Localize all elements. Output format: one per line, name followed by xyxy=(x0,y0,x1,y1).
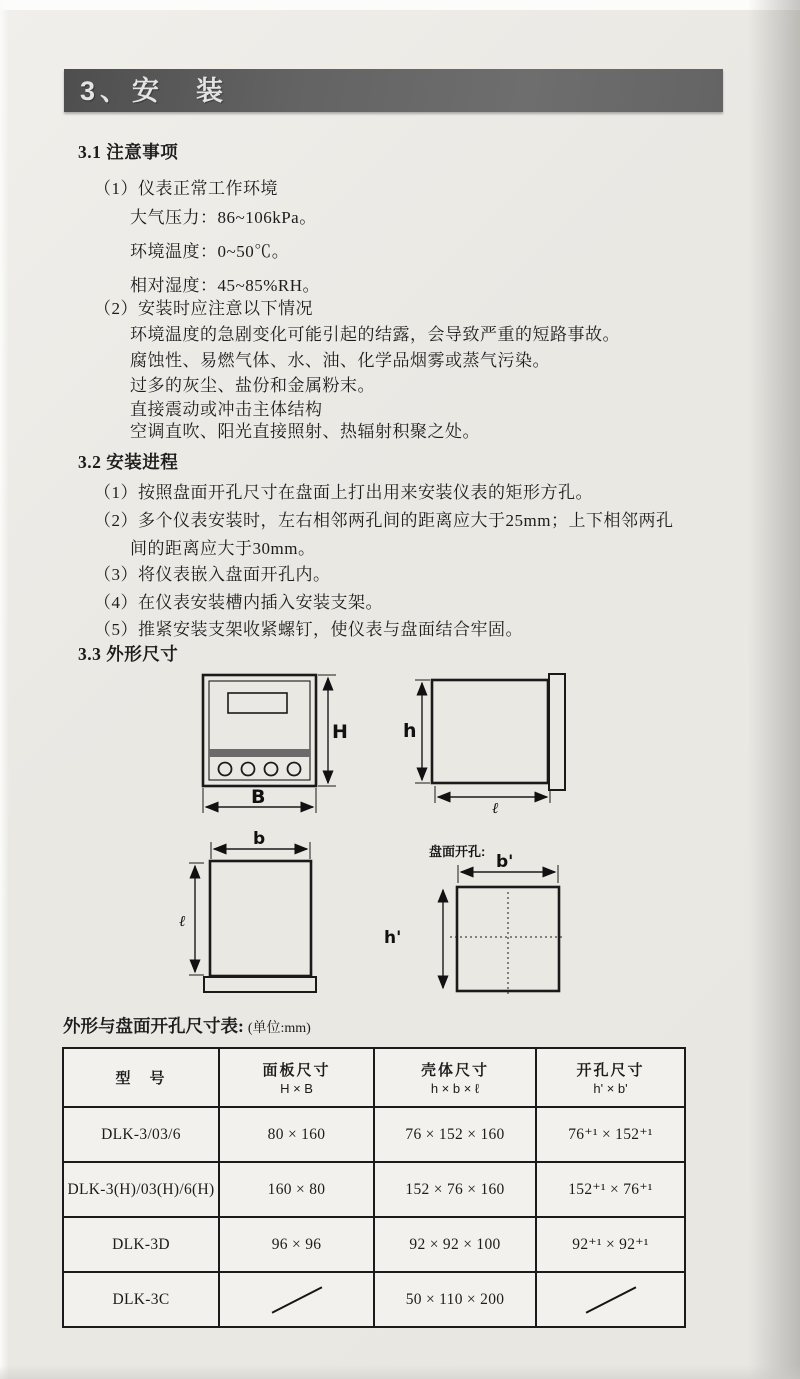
s31-item2: （2）安装时应注意以下情况 xyxy=(94,299,313,318)
panel-button xyxy=(242,763,255,776)
cell-cutout: 152⁺¹ × 76⁺¹ xyxy=(536,1162,685,1217)
scan-edge-bottom xyxy=(0,1365,800,1379)
cell-case: 76 × 152 × 160 xyxy=(374,1107,536,1162)
col-header-model xyxy=(63,1048,219,1107)
cell-case: 92 × 92 × 100 xyxy=(374,1217,536,1272)
panel-button xyxy=(219,763,232,776)
s31-item2-sub: 空调直吹、阳光直接照射、热辐射积聚之处。 xyxy=(130,422,480,441)
dim-label-b: b xyxy=(253,829,266,849)
table-row xyxy=(63,1107,685,1162)
cell-cutout: 92⁺¹ × 92⁺¹ xyxy=(536,1217,685,1272)
dim-label-h: h xyxy=(403,720,417,742)
col-header-case xyxy=(374,1048,536,1107)
table-caption xyxy=(63,1013,311,1038)
s32-step: （1）按照盘面开孔尺寸在盘面上打出用来安装仪表的矩形方孔。 xyxy=(94,483,593,502)
s32-step: （5）推紧安装支架收紧螺钉，使仪表与盘面结合牢固。 xyxy=(94,620,523,639)
front-view-drawing xyxy=(203,675,336,813)
cell-cutout: 76⁺¹ × 152⁺¹ xyxy=(536,1107,685,1162)
cell-panel xyxy=(219,1272,374,1327)
scan-edge-top xyxy=(0,0,800,10)
s32-step: （2）多个仪表安装时，左右相邻两孔间的距离应大于25mm；上下相邻两孔 xyxy=(94,511,674,530)
col-header-model-label: 型 号 xyxy=(115,1071,167,1087)
table-header-row xyxy=(63,1048,685,1107)
cell-cutout xyxy=(536,1272,685,1327)
col-header-cutout xyxy=(536,1048,685,1107)
col-header-cutout-sub: h' × b' xyxy=(593,1081,628,1096)
cell-case: 152 × 76 × 160 xyxy=(374,1162,536,1217)
s32-step-cont: 间的距离应大于30mm。 xyxy=(130,539,316,558)
dim-label-H: H xyxy=(332,721,348,743)
s31-item1-sub: 相对湿度：45~85%RH。 xyxy=(130,276,320,295)
col-header-panel-label: 面板尺寸 xyxy=(262,1063,331,1079)
panel-flange xyxy=(549,674,565,790)
cell-case: 50 × 110 × 200 xyxy=(374,1272,536,1327)
s31-item2-sub: 腐蚀性、易燃气体、水、油、化学品烟雾或蒸气污染。 xyxy=(130,351,550,370)
dim-label-B: B xyxy=(251,786,266,808)
section-title: 3、安 装 xyxy=(80,76,229,106)
s31-item1-sub: 大气压力：86~106kPa。 xyxy=(130,208,317,227)
col-header-cutout-label: 开孔尺寸 xyxy=(576,1063,645,1079)
s31-item1-sub: 环境温度：0~50℃。 xyxy=(130,242,290,261)
table-caption-text: 外形与盘面开孔尺寸表: xyxy=(63,1016,244,1036)
s31-item2-sub: 过多的灰尘、盐份和金属粉末。 xyxy=(130,376,375,395)
col-header-case-label: 壳体尺寸 xyxy=(420,1063,489,1079)
cell-panel: 160 × 80 xyxy=(219,1162,374,1217)
table-row xyxy=(63,1162,685,1217)
slash-mark xyxy=(271,1286,322,1313)
cell-model: DLK-3/03/6 xyxy=(63,1107,219,1162)
cell-model: DLK-3D xyxy=(63,1217,219,1272)
dimension-table xyxy=(62,1047,686,1328)
front-bezel-edge xyxy=(204,977,316,992)
display-window xyxy=(228,693,287,713)
cell-panel: 96 × 96 xyxy=(219,1217,374,1272)
side-view-drawing xyxy=(415,674,565,803)
col-header-case-sub: h × b × ℓ xyxy=(430,1081,480,1096)
cutout-title: 盘面开孔: xyxy=(429,844,486,859)
table-caption-unit: (单位:mm) xyxy=(247,1021,311,1036)
s31-item2-sub: 环境温度的急剧变化可能引起的结露，会导致严重的短路事故。 xyxy=(130,325,620,344)
panel-button xyxy=(288,763,301,776)
s32-step: （4）在仪表安装槽内插入安装支架。 xyxy=(94,593,383,612)
slash-mark xyxy=(585,1286,636,1313)
top-view-drawing xyxy=(189,842,316,992)
heading-3-2: 3.2 安装进程 xyxy=(78,452,179,472)
table-row xyxy=(63,1217,685,1272)
dim-label-b-prime: b' xyxy=(496,852,514,872)
col-header-panel-sub: H × B xyxy=(280,1081,313,1096)
panel-button xyxy=(265,763,278,776)
dim-label-l2: ℓ xyxy=(179,912,186,930)
dimension-drawings-svg xyxy=(0,660,800,1022)
cell-panel: 80 × 160 xyxy=(219,1107,374,1162)
panel-cutout-drawing xyxy=(443,865,564,997)
section-header-bar xyxy=(64,69,723,112)
dim-label-l: ℓ xyxy=(492,799,499,817)
cell-model: DLK-3C xyxy=(63,1272,219,1327)
s32-step: （3）将仪表嵌入盘面开孔内。 xyxy=(94,565,331,584)
heading-3-3: 3.3 外形尺寸 xyxy=(78,644,179,664)
table-row xyxy=(63,1272,685,1327)
s31-item1: （1）仪表正常工作环境 xyxy=(94,179,278,198)
outline-dimension-figure xyxy=(0,660,800,1022)
vent-strip xyxy=(209,749,310,757)
heading-3-1: 3.1 注意事项 xyxy=(78,142,179,162)
s31-item2-sub: 直接震动或冲击主体结构 xyxy=(130,400,323,419)
cell-model: DLK-3(H)/03(H)/6(H) xyxy=(63,1162,219,1217)
dim-label-h-prime: h' xyxy=(384,928,402,948)
col-header-panel xyxy=(219,1048,374,1107)
